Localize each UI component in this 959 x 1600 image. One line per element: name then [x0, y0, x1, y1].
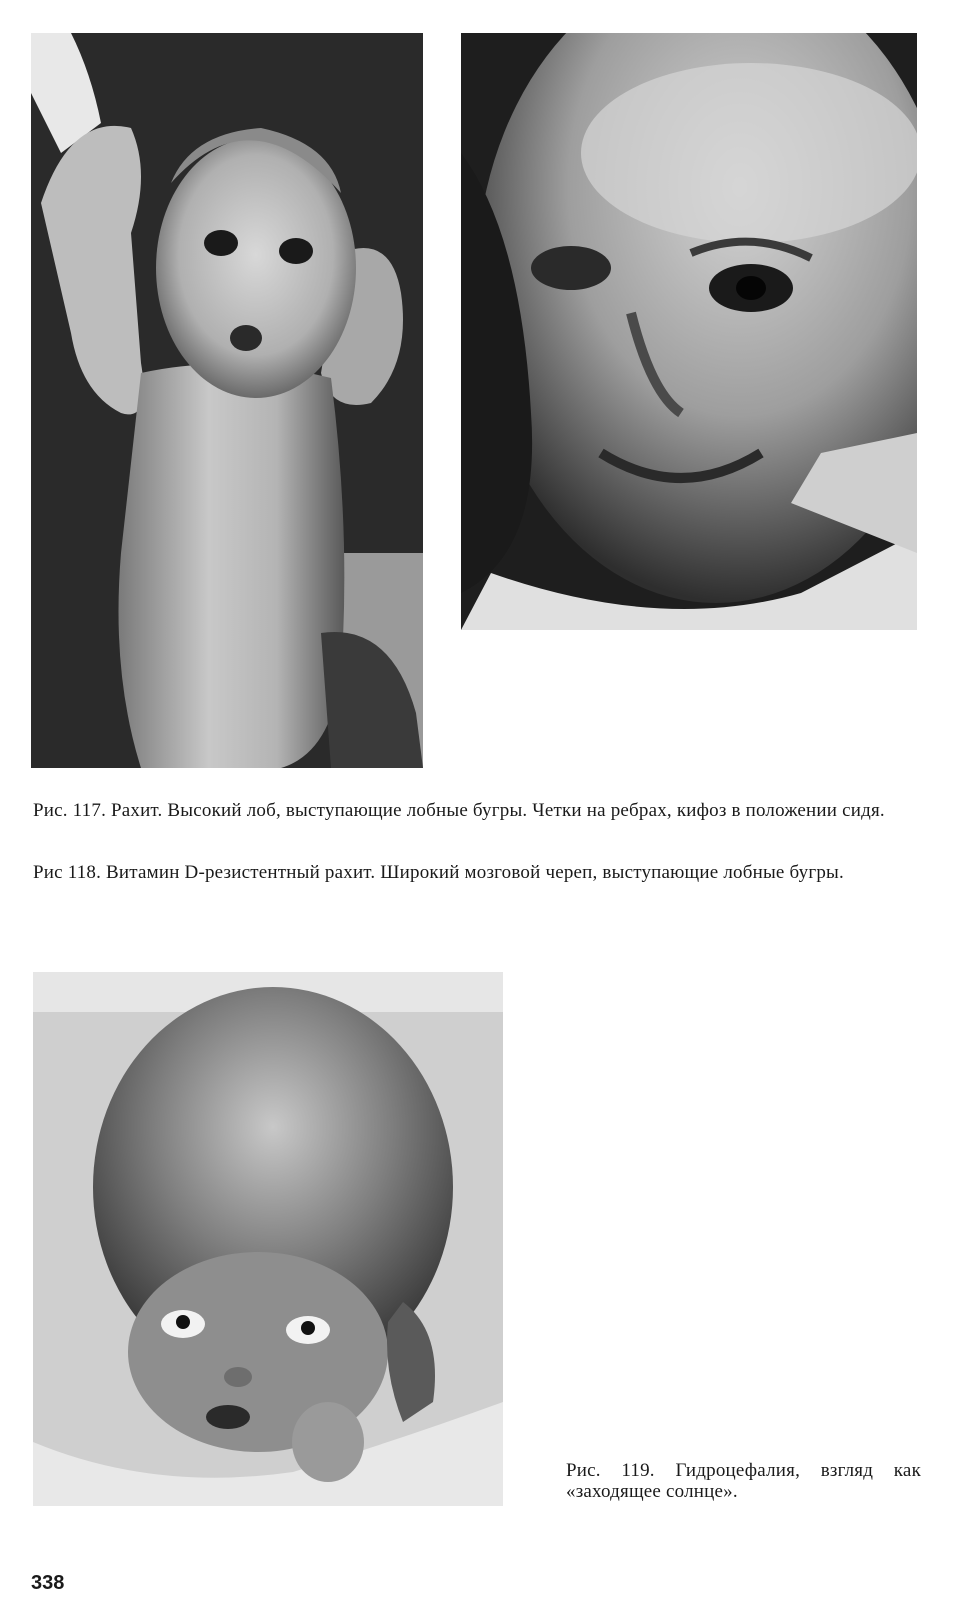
- figure-118-caption: Рис 118. Витамин D-резистентный рахит. Широкий мозговой череп, выступающие лобные бугры.: [33, 862, 844, 883]
- figure-117-photo: [31, 33, 423, 768]
- figure-118-photo: [461, 33, 917, 630]
- figure-119-caption: Рис. 119. Гидроцефалия, взгляд как «заходящее солнце».: [566, 1460, 921, 1502]
- page-number: 338: [31, 1572, 65, 1594]
- figure-117-caption: Рис. 117. Рахит. Высокий лоб, выступающие лобные бугры. Четки на ребрах, кифоз в положении сидя.: [33, 800, 885, 821]
- figure-119-photo: [33, 972, 503, 1506]
